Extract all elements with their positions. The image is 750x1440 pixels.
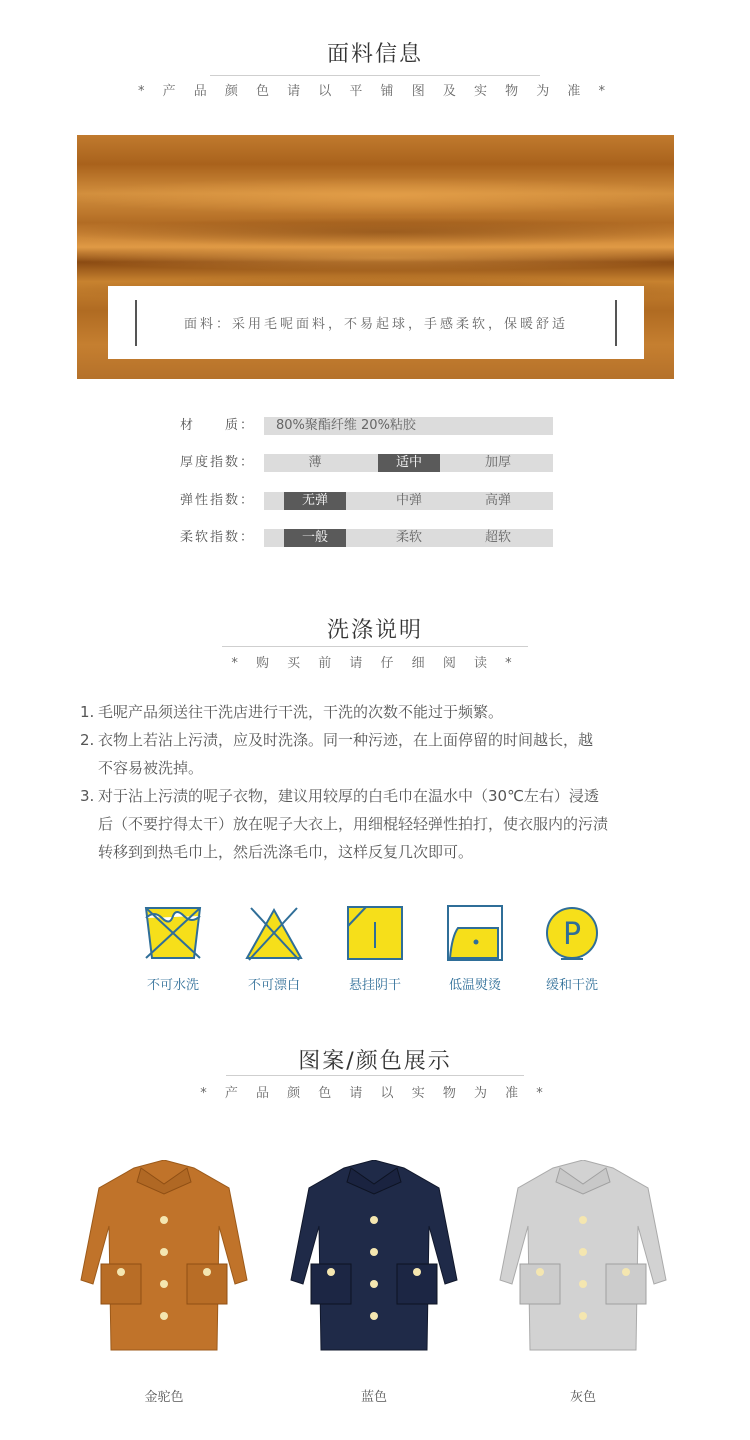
title-divider: [210, 75, 540, 76]
fabric-section-title: 面料信息: [326, 42, 423, 67]
fabric-section-subtitle: * 产 品 颜 色 请 以 平 铺 图 及 实 物 为 准 *: [138, 84, 612, 99]
hang-dry-shade-icon: [344, 904, 406, 962]
param-row-material: [0, 417, 750, 435]
item-line: 后（不要拧得太干）放在呢子大衣上，用细棍轻轻弹性拍打，使衣服内的污渍: [98, 815, 609, 833]
wash-instructions: [80, 698, 680, 866]
care-item: [532, 904, 612, 993]
list-item: [80, 782, 680, 866]
color-name: 蓝色: [360, 1390, 387, 1405]
color-section-subtitle: * 产 品 颜 色 请 以 实 物 为 准 *: [200, 1086, 550, 1101]
caption-right-bar: [615, 300, 617, 346]
care-item: [335, 904, 415, 993]
param-row-elasticity: [0, 492, 750, 510]
gentle-dry-clean-icon: [541, 904, 603, 962]
param-bar: [264, 417, 553, 435]
item-number: 1.: [80, 703, 95, 721]
param-option: 加厚: [484, 455, 511, 470]
param-option: 高弹: [484, 493, 511, 508]
item-number: 2.: [80, 731, 95, 749]
fabric-caption-box: [108, 286, 644, 359]
param-option: 薄: [308, 455, 322, 470]
item-number: 3.: [80, 787, 95, 805]
care-label: 缓和干洗: [545, 978, 598, 993]
care-label: 悬挂阴干: [348, 978, 401, 993]
care-symbol-letter: P: [562, 917, 582, 952]
param-label: 弹性指数：: [180, 493, 256, 508]
param-bar: [264, 492, 553, 510]
color-section-title: 图案/颜色展示: [298, 1049, 452, 1074]
coat-image-blue: [289, 1160, 459, 1360]
item-line: 转移到到热毛巾上，然后洗涤毛巾，这样反复几次即可。: [98, 843, 474, 861]
item-line: 毛呢产品须送往干洗店进行干洗，干洗的次数不能过于频繁。: [98, 703, 504, 721]
fabric-caption-text: 面料：采用毛呢面料，不易起球，手感柔软，保暖舒适: [183, 317, 568, 332]
param-label: 柔软指数：: [180, 530, 256, 545]
care-item: [133, 904, 213, 993]
param-label: 材 质：: [180, 418, 256, 433]
wash-section-subtitle: * 购 买 前 请 仔 细 阅 读 *: [231, 656, 519, 671]
param-option-selected: 一般: [284, 529, 346, 547]
param-row-softness: [0, 529, 750, 547]
title-divider: [226, 1075, 524, 1076]
param-label: 厚度指数：: [180, 455, 256, 470]
no-bleach-icon: [243, 904, 305, 962]
low-temp-iron-icon: [444, 904, 506, 962]
color-name: 灰色: [569, 1390, 596, 1405]
color-name: 金驼色: [144, 1390, 184, 1405]
care-label: 不可水洗: [146, 978, 199, 993]
item-line: 衣物上若沾上污渍，应及时洗涤。同一种污迹，在上面停留的时间越长，越: [98, 731, 594, 749]
item-line: 对于沾上污渍的呢子衣物，建议用较厚的白毛巾在温水中（30℃左右）浸透: [98, 787, 599, 805]
care-label: 不可漂白: [247, 978, 300, 993]
item-line: 不容易被洗掉。: [98, 759, 204, 777]
param-bar: [264, 529, 553, 547]
param-option: 柔软: [395, 530, 422, 545]
list-item: [80, 698, 680, 726]
coat-image-grey: [498, 1160, 668, 1360]
wash-section-title: 洗涤说明: [326, 618, 423, 643]
param-option: 中弹: [395, 493, 422, 508]
title-divider: [222, 646, 528, 647]
care-item: [435, 904, 515, 993]
care-item: [234, 904, 314, 993]
param-bar: [264, 454, 553, 472]
care-label: 低温熨烫: [448, 978, 501, 993]
material-value: 80%聚酯纤维 20%粘胶: [276, 418, 416, 433]
no-wash-icon: [142, 904, 204, 962]
param-option-selected: 无弹: [284, 492, 346, 510]
coat-image-camel: [79, 1160, 249, 1360]
list-item: [80, 726, 680, 782]
param-option: 超软: [484, 530, 511, 545]
param-option-selected: 适中: [378, 454, 440, 472]
param-row-thickness: [0, 454, 750, 472]
